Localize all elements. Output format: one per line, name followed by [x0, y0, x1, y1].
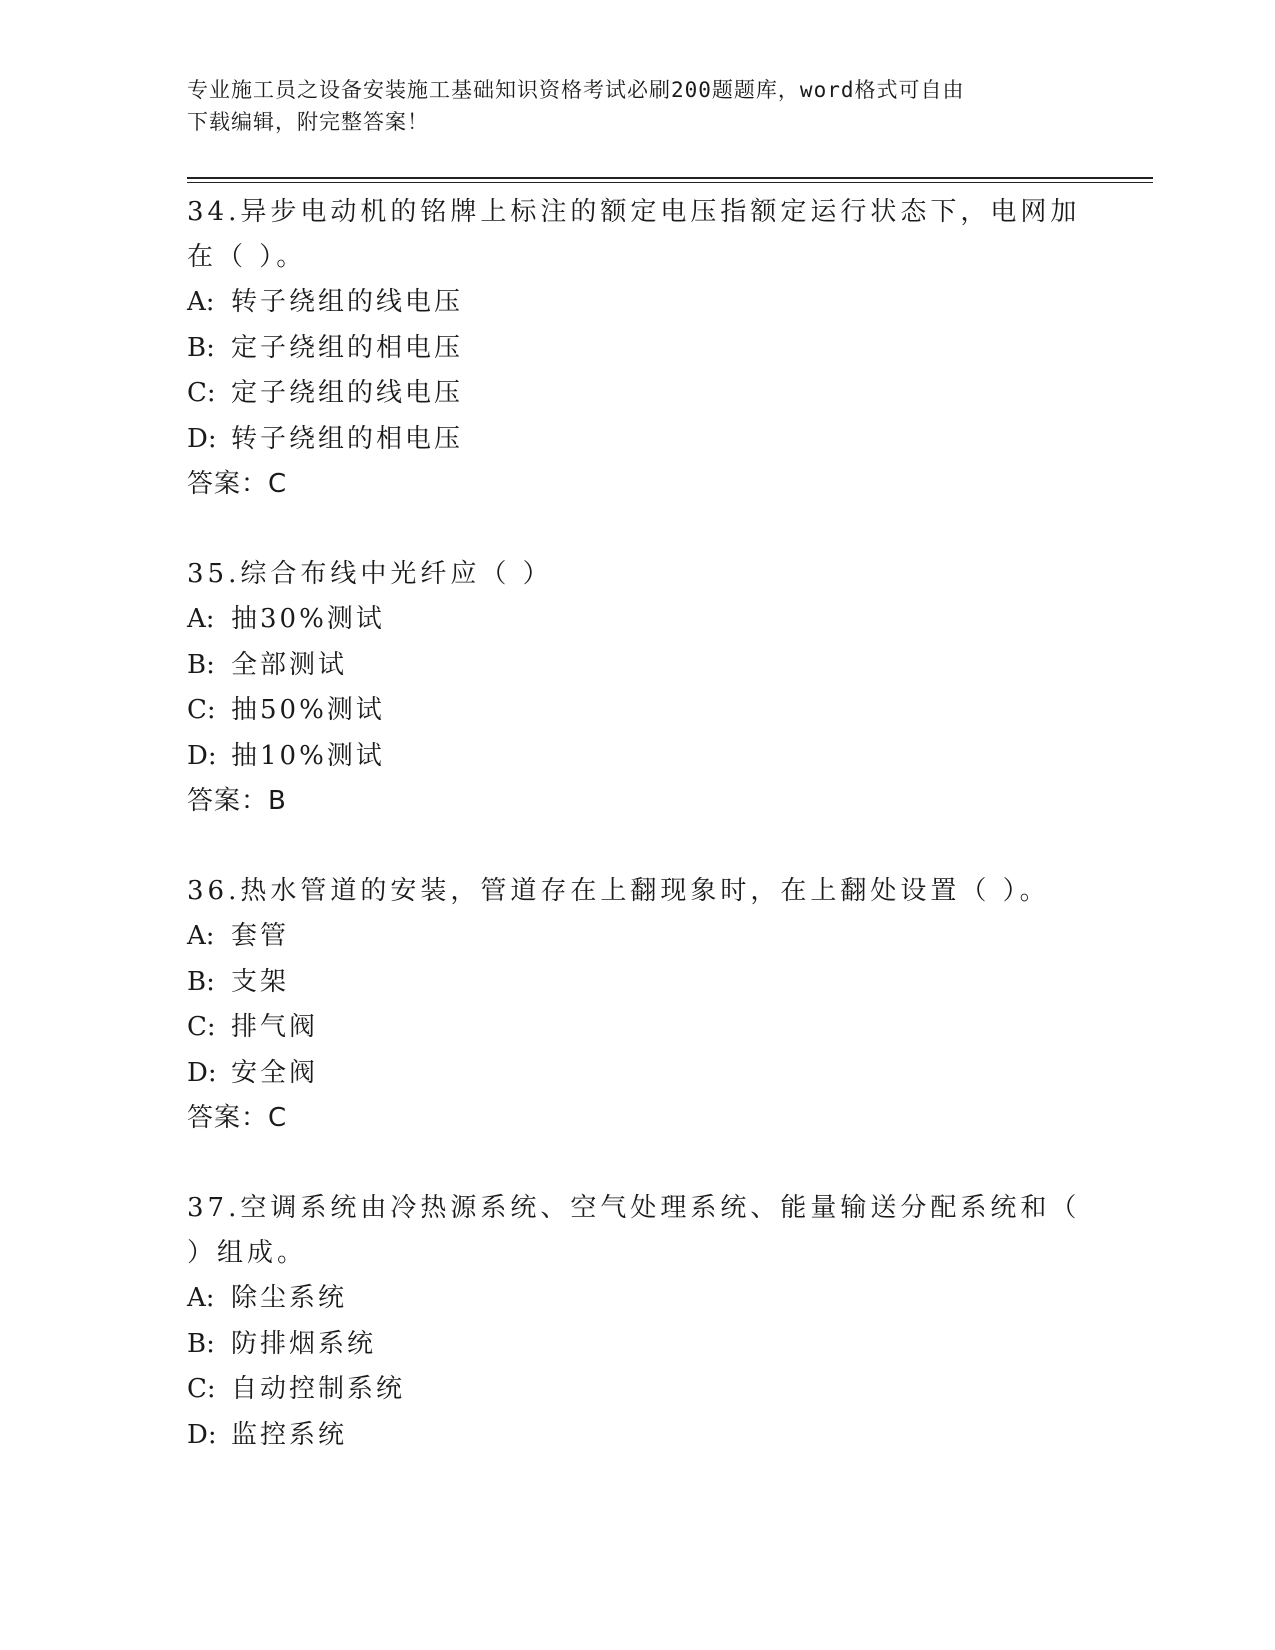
answer-text: 答案：C — [187, 469, 288, 499]
header-line-2: 下载编辑，附完整答案！ — [187, 110, 429, 134]
question-37 — [187, 1186, 1087, 1458]
option-letter: D: — [187, 1419, 217, 1450]
option-letter: B: — [187, 332, 215, 363]
option-text: 定子绕组的相电压 — [231, 332, 464, 363]
option-letter: A: — [187, 1283, 215, 1313]
option-text: 抽10%测试 — [231, 740, 385, 771]
option-letter: D: — [187, 740, 217, 771]
question-stem: 34.异步电动机的铭牌上标注的额定电压指额定运行状态下，电网加在（ ）。 — [187, 197, 1081, 272]
question-stem: 37.空调系统由冷热源系统、空气处理系统、能量输送分配系统和（ ）组成。 — [187, 1193, 1081, 1268]
question-34 — [187, 190, 1087, 507]
option-c — [187, 371, 1087, 417]
option-b — [187, 960, 1087, 1006]
option-letter: D: — [187, 423, 217, 454]
answer-text: 答案：B — [187, 786, 287, 816]
option-letter: C: — [187, 1012, 216, 1042]
option-b — [187, 1322, 1087, 1368]
option-letter: B: — [187, 1328, 215, 1359]
option-a — [187, 1276, 1087, 1322]
header-line-1: 专业施工员之设备安装施工基础知识资格考试必刷200题题库，word格式可自由 — [187, 78, 965, 102]
question-list — [187, 190, 1087, 1503]
option-text: 转子绕组的相电压 — [231, 423, 464, 454]
question-stem: 36.热水管道的安装，管道存在上翻现象时，在上翻处设置（ ）。 — [187, 876, 1050, 906]
option-text: 自动控制系统 — [231, 1374, 406, 1404]
option-a — [187, 597, 1087, 643]
header-divider-thin — [187, 182, 1153, 183]
option-a — [187, 280, 1087, 326]
option-text: 监控系统 — [231, 1419, 348, 1450]
option-letter: B: — [187, 649, 215, 680]
option-letter: A: — [187, 921, 215, 951]
option-text: 支架 — [231, 966, 290, 997]
option-c — [187, 688, 1087, 734]
option-text: 安全阀 — [231, 1057, 319, 1088]
option-b — [187, 643, 1087, 689]
answer-text: 答案：C — [187, 1103, 288, 1133]
option-text: 防排烟系统 — [231, 1328, 377, 1359]
option-text: 抽50%测试 — [231, 695, 385, 725]
option-b — [187, 326, 1087, 372]
question-35 — [187, 552, 1087, 824]
option-c — [187, 1005, 1087, 1051]
option-letter: A: — [187, 604, 215, 634]
option-text: 套管 — [231, 921, 290, 951]
option-d — [187, 1051, 1087, 1097]
option-c — [187, 1367, 1087, 1413]
option-letter: C: — [187, 378, 216, 408]
option-letter: A: — [187, 287, 215, 317]
question-stem: 35.综合布线中光纤应（ ） — [187, 559, 553, 589]
option-a — [187, 914, 1087, 960]
header-divider-thick — [187, 177, 1153, 179]
option-text: 全部测试 — [231, 649, 348, 680]
option-d — [187, 1413, 1087, 1459]
option-letter: D: — [187, 1057, 217, 1088]
option-letter: B: — [187, 966, 215, 997]
option-text: 抽30%测试 — [231, 604, 385, 634]
option-letter: C: — [187, 1374, 216, 1404]
option-d — [187, 417, 1087, 463]
option-letter: C: — [187, 695, 216, 725]
option-d — [187, 734, 1087, 780]
option-text: 排气阀 — [231, 1012, 319, 1042]
document-header — [187, 74, 1067, 138]
option-text: 定子绕组的线电压 — [231, 378, 464, 408]
question-36 — [187, 869, 1087, 1141]
option-text: 除尘系统 — [231, 1283, 348, 1313]
option-text: 转子绕组的线电压 — [231, 287, 464, 317]
